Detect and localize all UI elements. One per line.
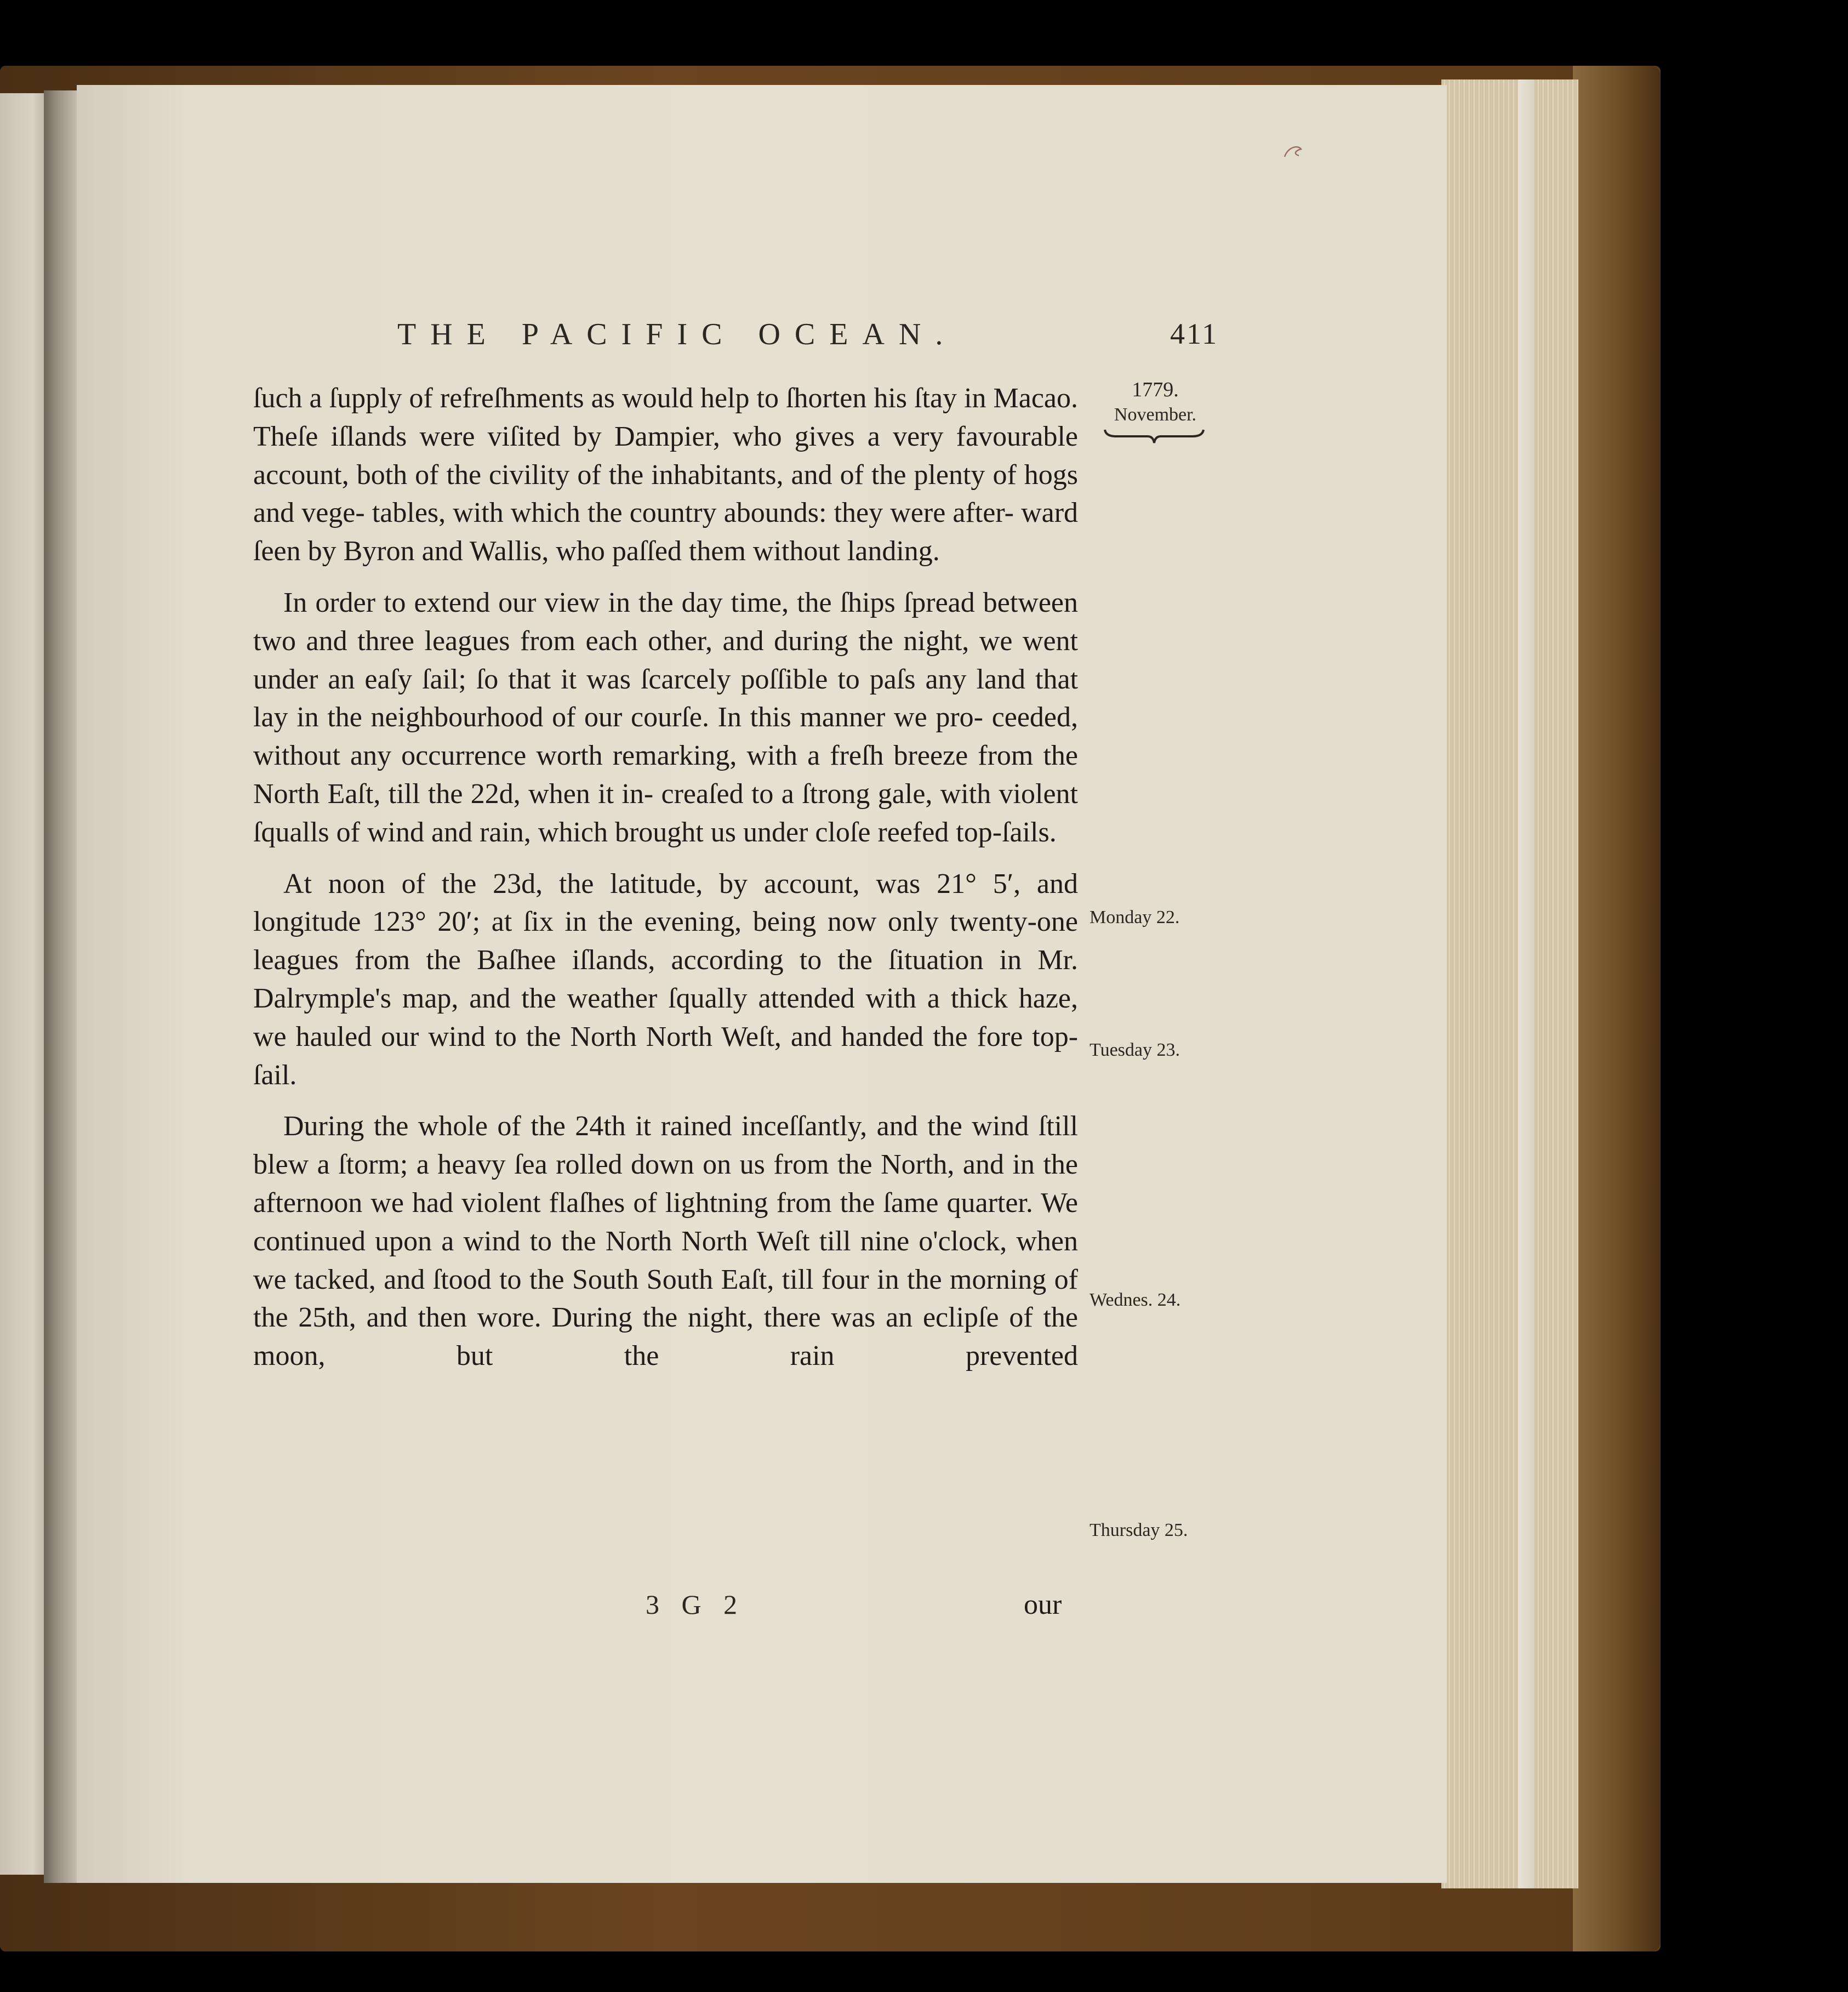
text-line: wind to the North North Weſt till nine o'clock, when we bbox=[253, 1225, 1079, 1295]
pencil-mark-icon bbox=[1282, 144, 1304, 160]
margin-note-wednesday: Wednes. 24. bbox=[1090, 1290, 1181, 1310]
paragraph bbox=[253, 379, 1078, 571]
text-line: ſpread between two and three leagues from each other, bbox=[253, 587, 1078, 657]
text-line: ſqually attended with a thick haze, we hauled our wind bbox=[253, 982, 1078, 1052]
body-text bbox=[253, 379, 1078, 1388]
text-line: At noon of the 23d, the latitude, by account, was 21° 5′, bbox=[283, 868, 1021, 900]
running-title: THE PACIFIC OCEAN. bbox=[397, 317, 957, 351]
text-line: there was an eclipſe of the moon, but the rain prevented bbox=[253, 1302, 1078, 1372]
text-line: to the North North Weſt, and handed the fore top-ſail. bbox=[253, 1021, 1079, 1091]
text-line: and longitude 123° 20′; at ſix in the evening, being now bbox=[253, 868, 1079, 938]
text-line: to the ſituation in Mr. Dalrymple's map, and the weather bbox=[253, 944, 1079, 1014]
text-line: morning of the 25th, and then wore. During the night, bbox=[253, 1264, 1078, 1334]
text-line: only twenty-one leagues from the Baſhee iſlands, according bbox=[253, 906, 1079, 976]
text-line: tacked, and ſtood to the South South Eaſt, till four in the bbox=[294, 1264, 942, 1295]
margin-year: 1779. bbox=[1132, 378, 1179, 401]
margin-month: November. bbox=[1114, 405, 1197, 425]
text-line: neighbourhood of our courſe. In this manner we pro- bbox=[370, 702, 983, 733]
text-line: landing. bbox=[847, 536, 940, 567]
text-line: the wind ſtill blew a ſtorm; a heavy ſea rolled down on us bbox=[253, 1111, 1079, 1181]
page-block-edges bbox=[1441, 79, 1578, 1888]
left-page-edge bbox=[0, 93, 47, 1875]
paragraph bbox=[253, 1107, 1078, 1375]
text-line: ceeded, without any occurrence worth remarking, with a bbox=[253, 702, 1079, 772]
margin-note-tuesday: Tuesday 23. bbox=[1090, 1040, 1180, 1060]
book-gutter bbox=[44, 90, 79, 1883]
text-line: ſuch a ſupply of refreſhments as would help to ſhorten his bbox=[253, 383, 908, 414]
paragraph bbox=[253, 865, 1078, 1095]
text-line: of the inhabitants, and of the plenty of hogs and vege- bbox=[253, 459, 1079, 529]
text-line: creaſed to a ſtrong gale, with violent ſqualls of wind and bbox=[253, 778, 1078, 848]
text-line: who gives a very favourable account, both of the civility bbox=[253, 420, 1078, 491]
text-line: of lightning from the ſame quarter. We continued upon a bbox=[253, 1187, 1078, 1257]
page-number: 411 bbox=[1170, 317, 1218, 350]
paragraph bbox=[253, 584, 1078, 852]
margin-note-thursday: Thursday 25. bbox=[1090, 1520, 1188, 1540]
catchword: our bbox=[1024, 1589, 1062, 1620]
text-line: rain, which brought us under cloſe reefed top-ſails. bbox=[480, 816, 1057, 848]
text-line: freſh breeze from the North Eaſt, till the 22d, when it in- bbox=[253, 740, 1078, 810]
margin-note-monday: Monday 22. bbox=[1090, 907, 1180, 927]
text-line: In order to extend our view in the day time, the ſhips bbox=[283, 587, 896, 618]
text-line: ward ſeen by Byron and Wallis, who paſſed them without bbox=[253, 497, 1079, 567]
book-cover-edge bbox=[1573, 66, 1661, 1951]
margin-brace-icon bbox=[1103, 426, 1206, 448]
text-line: tables, with which the country abounds: they were after- bbox=[372, 497, 1014, 529]
text-line: from the North, and in the afternoon we had violent flaſhes bbox=[253, 1149, 1079, 1219]
text-line: During the whole of the 24th it rained inceſſantly, and bbox=[283, 1111, 918, 1142]
text-line: ſtay in Macao. Theſe iſlands were viſited by Dampier, bbox=[253, 383, 1079, 452]
text-line: and during the night, we went under an eaſy ſail; ſo that bbox=[253, 625, 1078, 695]
signature-mark: 3 G 2 bbox=[646, 1589, 745, 1620]
text-line: it was ſcarcely poſſible to paſs any land that lay in the bbox=[253, 663, 1079, 733]
